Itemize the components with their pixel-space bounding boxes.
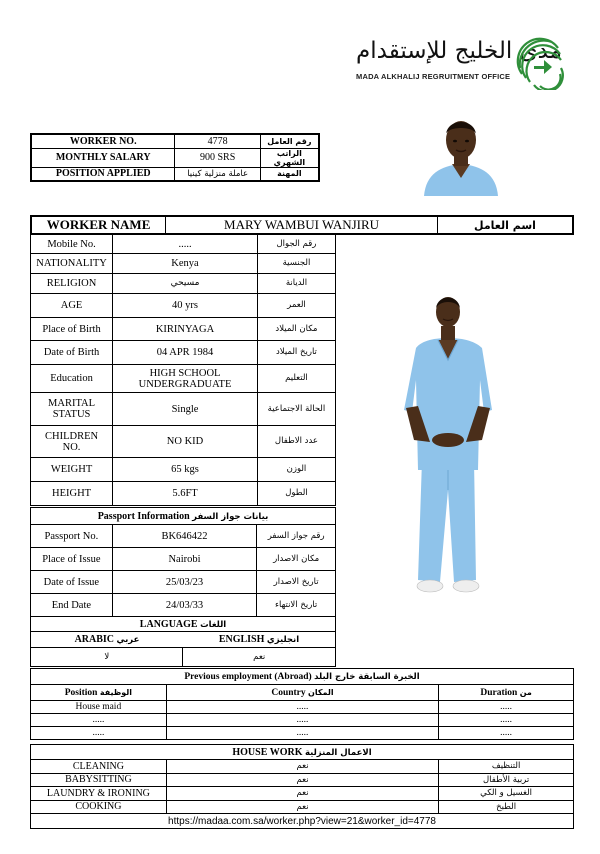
skill-cell: BABYSITTING — [31, 773, 167, 787]
language-title: LANGUAGE — [139, 618, 198, 630]
duration-cell: ..... — [439, 714, 574, 727]
education-label-ar: التعليم — [257, 365, 335, 393]
skill-value-cell: نعم — [166, 773, 438, 787]
weight-value: 65 kgs — [113, 458, 258, 482]
height-label-ar: الطول — [257, 482, 335, 506]
nationality-label: NATIONALITY — [31, 254, 113, 274]
passport-row — [31, 594, 336, 617]
duration-header-ar: من — [519, 687, 532, 697]
weight-label: WEIGHT — [31, 458, 113, 482]
mobile-label: Mobile No. — [31, 235, 113, 254]
position-applied-label: POSITION APPLIED — [31, 167, 175, 181]
logo-arabic-text: مدى الخليج للإستقدام — [356, 38, 562, 64]
date-of-birth-value: 04 APR 1984 — [113, 341, 258, 365]
mobile-label-ar: رقم الجوال — [257, 235, 335, 254]
detail-row — [31, 235, 336, 254]
children-label-ar: عدد الاطفال — [257, 426, 335, 458]
place-of-issue-label: Place of Issue — [31, 548, 113, 571]
previous-employment-header-row — [31, 685, 574, 701]
detail-row — [31, 341, 336, 365]
end-date-label: End Date — [31, 594, 113, 617]
passport-title: Passport Information — [97, 510, 190, 522]
house-work-table — [30, 744, 574, 829]
company-logo — [352, 34, 572, 94]
duration-cell: ..... — [439, 727, 574, 740]
worker-no-label: WORKER NO. — [31, 134, 175, 148]
position-cell: ..... — [31, 714, 167, 727]
previous-employment-title: Previous employment (Abroad) — [184, 671, 312, 682]
skill-ar-cell: الطبخ — [439, 800, 574, 814]
skill-cell: COOKING — [31, 800, 167, 814]
detail-row — [31, 318, 336, 341]
age-label-ar: العمر — [257, 294, 335, 318]
place-of-birth-label-ar: مكان الميلاد — [257, 318, 335, 341]
table-row — [31, 714, 574, 727]
passport-no-value: BK646422 — [112, 525, 257, 548]
monthly-salary-label-ar: الراتب الشهري — [260, 148, 319, 167]
personal-details-table — [30, 234, 336, 506]
previous-employment-table — [30, 668, 574, 740]
house-work-title-ar: الاعمال المنزلية — [304, 747, 372, 758]
detail-row — [31, 365, 336, 393]
worker-name-label-ar: اسم العامل — [437, 216, 573, 234]
country-header-cell — [166, 685, 438, 701]
marital-status-label: MARITAL STATUS — [31, 393, 113, 426]
date-of-birth-label-ar: تاريخ الميلاد — [257, 341, 335, 365]
english-label: ENGLISH — [218, 634, 265, 645]
language-table — [30, 616, 336, 667]
age-label: AGE — [31, 294, 113, 318]
worker-full-body-photo — [396, 290, 502, 600]
position-cell: ..... — [31, 727, 167, 740]
passport-no-label-ar: رقم جواز السفر — [257, 525, 336, 548]
skill-value-cell: نعم — [166, 787, 438, 801]
passport-row — [31, 571, 336, 594]
detail-row — [31, 426, 336, 458]
country-cell: ..... — [166, 714, 438, 727]
position-applied-label-ar: المهنة — [260, 167, 319, 181]
english-label-ar: انجليزي — [266, 635, 300, 645]
nationality-value: Kenya — [113, 254, 258, 274]
logo-english-text: MADA ALKHALIJ REGRUITMENT OFFICE — [356, 72, 511, 81]
date-of-issue-label: Date of Issue — [31, 571, 113, 594]
passport-title-cell — [31, 508, 336, 525]
end-date-label-ar: تاريخ الانتهاء — [257, 594, 336, 617]
detail-row — [31, 294, 336, 318]
english-language-value: نعم — [183, 648, 336, 667]
worker-no-label-ar: رقم العامل — [260, 134, 319, 148]
skill-ar-cell: التنظيف — [439, 760, 574, 774]
worker-name-bar — [30, 215, 574, 235]
height-value: 5.6FT — [113, 482, 258, 506]
passport-title-ar: بيانات جواز السفر — [192, 511, 269, 522]
worker-page-link[interactable]: https://madaa.com.sa/worker.php?view=21&worker_id=4778 — [31, 814, 574, 829]
worker-no-row — [31, 134, 319, 148]
country-cell: ..... — [166, 727, 438, 740]
religion-value: مسيحي — [113, 274, 258, 294]
position-header-ar: الوظيفة — [99, 687, 133, 697]
passport-row — [31, 525, 336, 548]
marital-status-label-ar: الحالة الاجتماعية — [257, 393, 335, 426]
place-of-issue-label-ar: مكان الاصدار — [257, 548, 336, 571]
arabic-label-ar: عربي — [116, 635, 140, 645]
children-value: NO KID — [113, 426, 258, 458]
worker-name-label: WORKER NAME — [31, 216, 166, 234]
worker-no-value: 4778 — [175, 134, 260, 148]
education-value: HIGH SCHOOL UNDERGRADUATE — [113, 365, 258, 393]
passport-row — [31, 548, 336, 571]
english-language-header — [183, 632, 336, 648]
place-of-birth-value: KIRINYAGA — [113, 318, 258, 341]
previous-employment-title-ar: الخبرة السابقة خارج البلد — [314, 671, 420, 682]
mobile-value: ..... — [113, 235, 258, 254]
passport-no-label: Passport No. — [31, 525, 113, 548]
religion-label: RELIGION — [31, 274, 113, 294]
date-of-birth-label: Date of Birth — [31, 341, 113, 365]
detail-row — [31, 274, 336, 294]
worker-summary-table — [30, 133, 320, 182]
language-title-cell — [31, 617, 336, 632]
nationality-label-ar: الجنسية — [257, 254, 335, 274]
place-of-issue-value: Nairobi — [112, 548, 257, 571]
marital-status-value: Single — [113, 393, 258, 426]
table-row — [31, 773, 574, 787]
arabic-label: ARABIC — [74, 634, 115, 645]
skill-cell: LAUNDRY & IRONING — [31, 787, 167, 801]
position-cell: House maid — [31, 701, 167, 714]
country-header: Country — [271, 687, 306, 698]
detail-row — [31, 393, 336, 426]
position-header-cell — [31, 685, 167, 701]
house-work-title: HOUSE WORK — [232, 746, 303, 758]
worker-name-value: MARY WAMBUI WANJIRU — [166, 216, 438, 234]
weight-label-ar: الوزن — [257, 458, 335, 482]
house-work-title-cell — [31, 745, 574, 760]
date-of-issue-value: 25/03/23 — [112, 571, 257, 594]
logo-swirl-icon — [514, 34, 566, 90]
table-row — [31, 787, 574, 801]
arabic-language-header — [31, 632, 183, 648]
end-date-value: 24/03/33 — [112, 594, 257, 617]
detail-row — [31, 458, 336, 482]
height-label: HEIGHT — [31, 482, 113, 506]
country-header-ar: المكان — [308, 687, 334, 697]
table-row — [31, 727, 574, 740]
children-label: CHILDREN NO. — [31, 426, 113, 458]
language-title-ar: اللغات — [200, 619, 227, 630]
position-header: Position — [64, 687, 98, 698]
duration-header-cell — [439, 685, 574, 701]
country-cell: ..... — [166, 701, 438, 714]
passport-info-table — [30, 507, 336, 617]
table-row — [31, 760, 574, 774]
position-applied-value: عاملة منزلية كينيا — [175, 167, 260, 181]
duration-cell: ..... — [439, 701, 574, 714]
monthly-salary-value: 900 SRS — [175, 148, 260, 167]
place-of-birth-label: Place of Birth — [31, 318, 113, 341]
monthly-salary-label: MONTHLY SALARY — [31, 148, 175, 167]
table-row — [31, 701, 574, 714]
skill-ar-cell: تربية الأطفال — [439, 773, 574, 787]
skill-value-cell: نعم — [166, 800, 438, 814]
skill-ar-cell: الغسيل و الكي — [439, 787, 574, 801]
detail-row — [31, 482, 336, 506]
previous-employment-title-cell — [31, 669, 574, 685]
date-of-issue-label-ar: تاريخ الاصدار — [257, 571, 336, 594]
worker-portrait-photo — [418, 112, 504, 196]
religion-label-ar: الديانة — [257, 274, 335, 294]
duration-header: Duration — [480, 687, 518, 698]
position-applied-row — [31, 167, 319, 181]
arabic-language-value: لا — [31, 648, 183, 667]
skill-value-cell: نعم — [166, 760, 438, 774]
detail-row — [31, 254, 336, 274]
education-label: Education — [31, 365, 113, 393]
age-value: 40 yrs — [113, 294, 258, 318]
skill-cell: CLEANING — [31, 760, 167, 774]
table-row — [31, 800, 574, 814]
monthly-salary-row — [31, 148, 319, 167]
